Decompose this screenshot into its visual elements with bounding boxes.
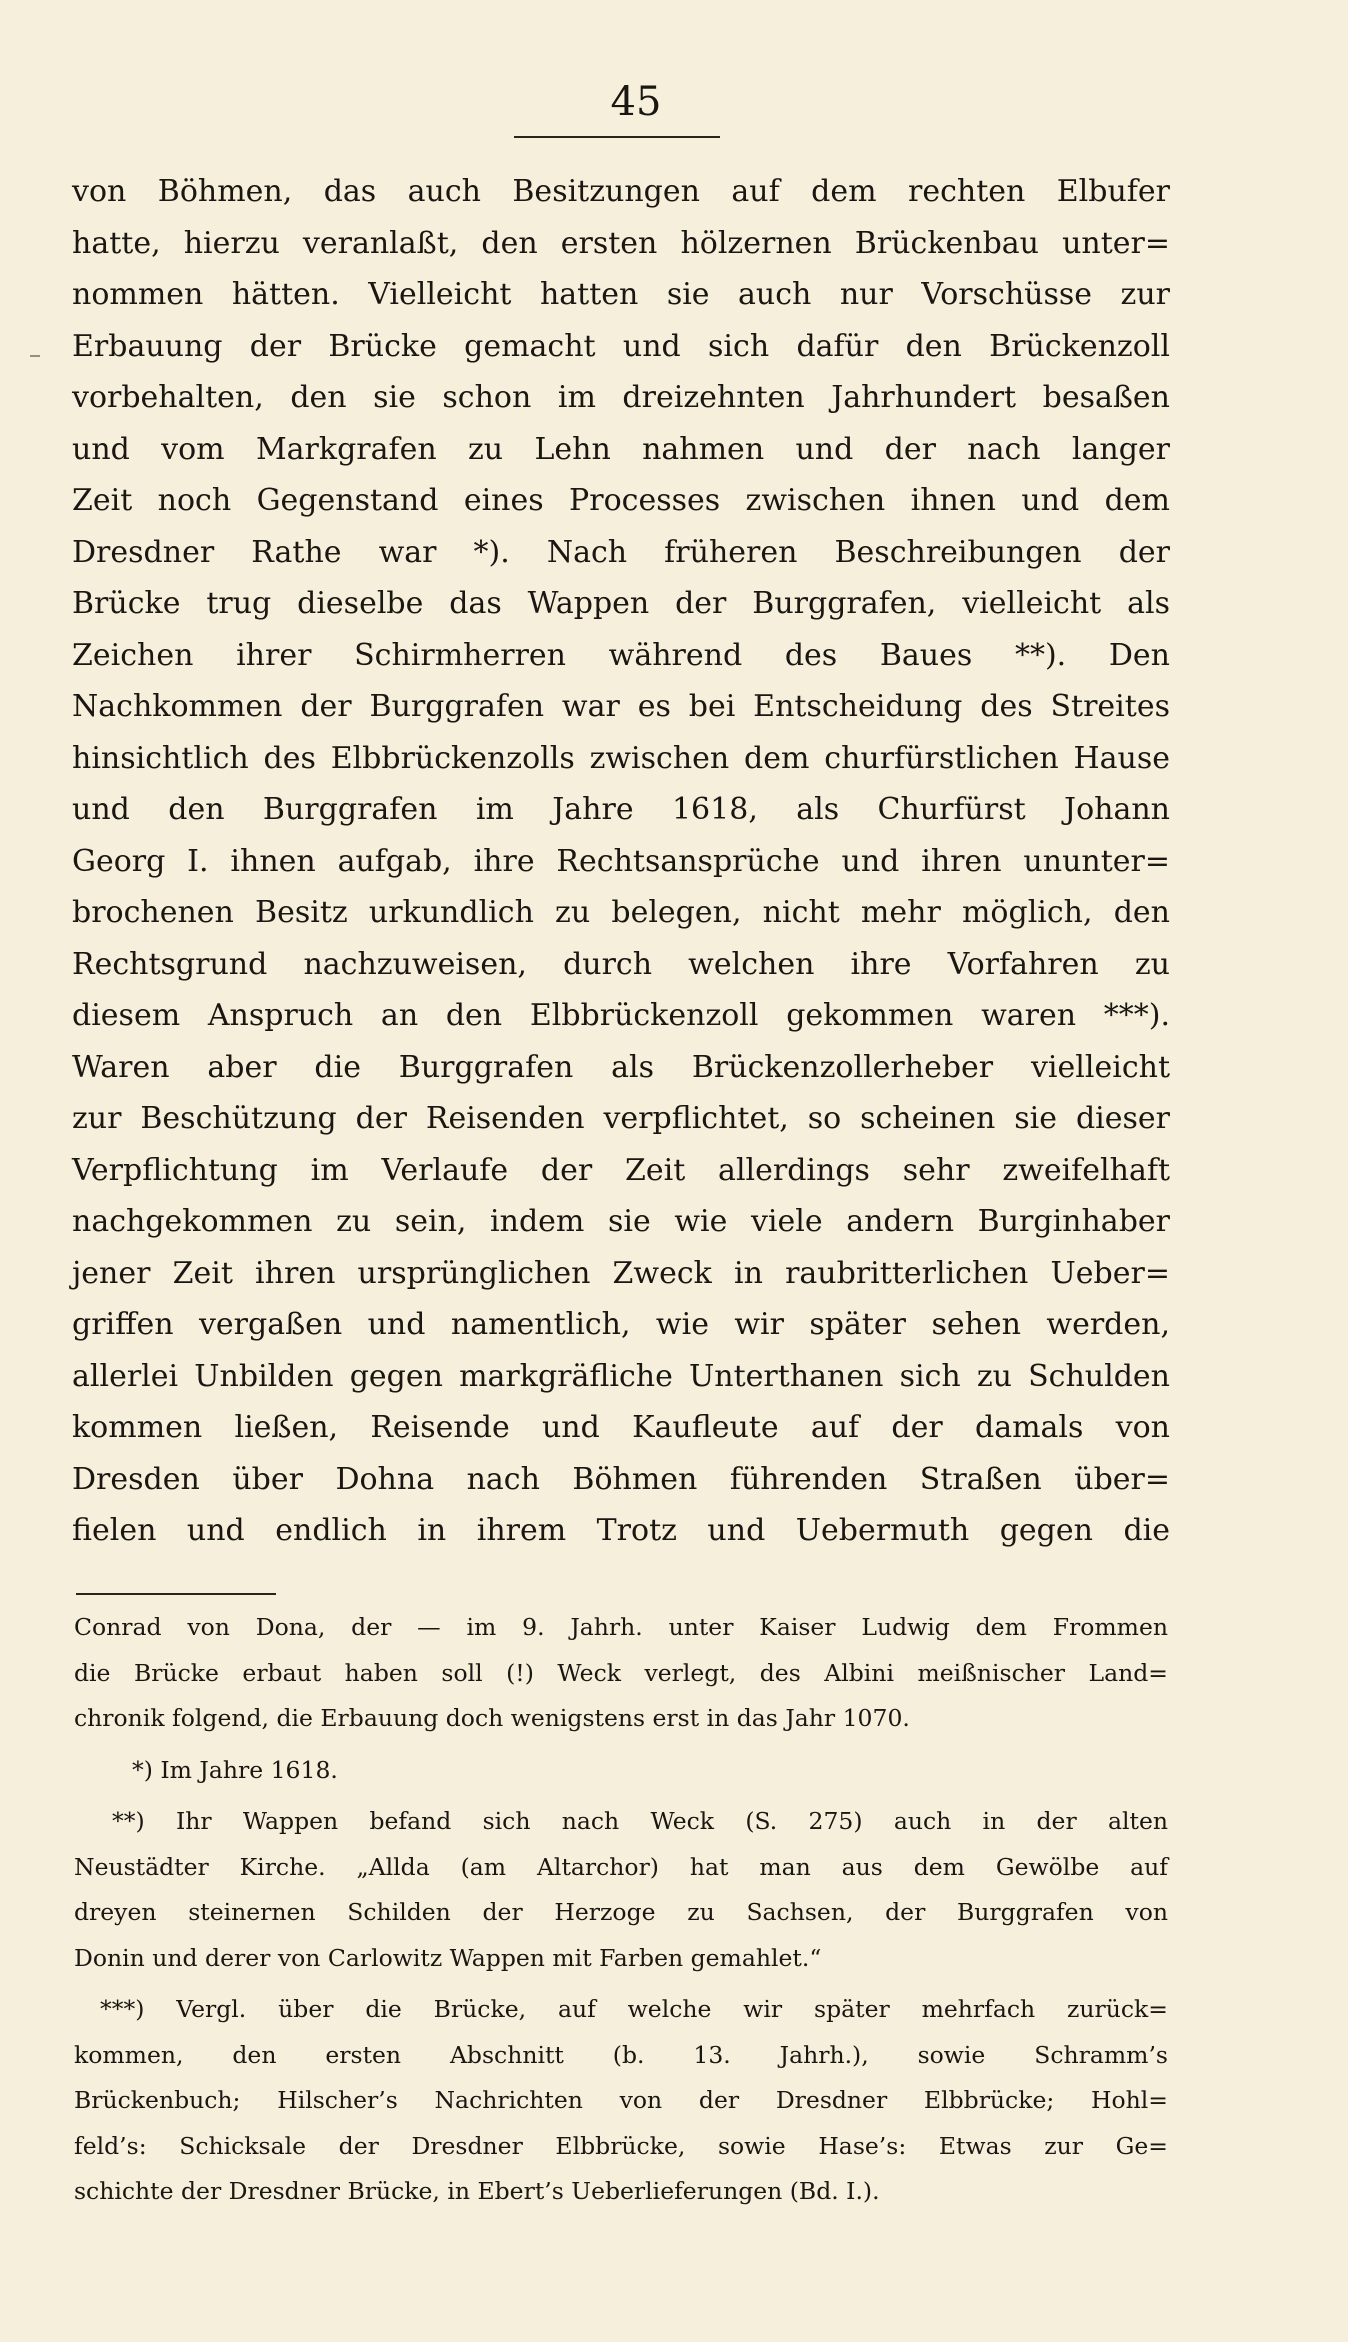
body-line: kommen ließen, Reisende und Kaufleute auf der damals von	[72, 1410, 1170, 1445]
footnotes	[74, 1605, 1168, 2221]
footnote-line: die Brücke erbaut haben soll (!) Weck verlegt, des Albini meißnischer Land=	[74, 1658, 1168, 1687]
footnote-line: *) Im Jahre 1618.	[132, 1755, 338, 1784]
footnote-3	[74, 1987, 1168, 2215]
body-line: Georg I. ihnen aufgab, ihre Rechtsansprüche und ihren ununter=	[72, 843, 1170, 879]
body-line: Erbauung der Brücke gemacht und sich dafür den Brückenzoll	[72, 328, 1170, 364]
footnote-line: Brückenbuch; Hilscher’s Nachrichten von der Dresdner Elbbrücke; Hohl=	[74, 2086, 1168, 2114]
footnote-line: **) Ihr Wappen befand sich nach Weck (S. 275) auch in der alten	[112, 1807, 1168, 1835]
body-line: brochenen Besitz urkundlich zu belegen, nicht mehr möglich, den	[72, 895, 1170, 930]
footnote-line: kommen, den ersten Abschnitt (b. 13. Jahrh.), sowie Schramm’s	[74, 2040, 1168, 2069]
footnote-line: schichte der Dresdner Brücke, in Ebert’s Ueberlieferungen (Bd. I.).	[74, 2177, 880, 2205]
body-line: griffen vergaßen und namentlich, wie wir später sehen werden,	[72, 1307, 1170, 1342]
body-line: Dresdner Rathe war *). Nach früheren Beschreibungen der	[72, 534, 1170, 570]
margin-mark	[30, 355, 40, 357]
footnote-1	[74, 1748, 1168, 1794]
body-line: Verpflichtung im Verlaufe der Zeit allerdings sehr zweifelhaft	[72, 1152, 1170, 1188]
body-line: fielen und endlich in ihrem Trotz und Uebermuth gegen die	[72, 1513, 1170, 1548]
footnote-line: Conrad von Dona, der — im 9. Jahrh. unter Kaiser Ludwig dem Frommen	[74, 1613, 1168, 1641]
body-line: jener Zeit ihren ursprünglichen Zweck in raubritterlichen Ueber=	[72, 1255, 1170, 1291]
body-line: Dresden über Dohna nach Böhmen führenden Straßen über=	[72, 1461, 1170, 1497]
body-line: hinsichtlich des Elbbrückenzolls zwischen dem churfürstlichen Hause	[72, 740, 1170, 776]
body-line: nommen hätten. Vielleicht hatten sie auch nur Vorschüsse zur	[72, 277, 1170, 312]
body-line: Brücke trug dieselbe das Wappen der Burggrafen, vielleicht als	[72, 586, 1170, 621]
body-line: allerlei Unbilden gegen markgräfliche Unterthanen sich zu Schulden	[72, 1358, 1170, 1394]
footnote-line: chronik folgend, die Erbauung doch wenigstens erst in das Jahr 1070.	[74, 1704, 910, 1732]
body-line: Zeit noch Gegenstand eines Processes zwischen ihnen und dem	[72, 483, 1170, 518]
page-number: 45	[610, 79, 662, 125]
body-line: Nachkommen der Burggrafen war es bei Entscheidung des Streites	[72, 689, 1170, 724]
footnote-line: dreyen steinernen Schilden der Herzoge zu Sachsen, der Burggrafen von	[74, 1898, 1168, 1926]
body-line: zur Beschützung der Reisenden verpflichtet, so scheinen sie dieser	[72, 1101, 1170, 1136]
footnote-continued	[74, 1605, 1168, 1742]
body-line: nachgekommen zu sein, indem sie wie viele andern Burginhaber	[72, 1204, 1170, 1239]
body-line: vorbehalten, den sie schon im dreizehnten Jahrhundert besaßen	[72, 380, 1170, 415]
footnote-line: Neustädter Kirche. „Allda (am Altarchor) hat man aus dem Gewölbe auf	[74, 1852, 1168, 1881]
footnote-line: feld’s: Schicksale der Dresdner Elbbrücke, sowie Hase’s: Etwas zur Ge=	[74, 2131, 1168, 2160]
body-line: diesem Anspruch an den Elbbrückenzoll gekommen waren ***).	[72, 998, 1170, 1033]
body-line: hatte, hierzu veranlaßt, den ersten hölzernen Brückenbau unter=	[72, 225, 1170, 261]
body-line: Zeichen ihrer Schirmherren während des Baues **). Den	[72, 637, 1170, 673]
body-line: und den Burggrafen im Jahre 1618, als Churfürst Johann	[72, 792, 1170, 827]
body-line: Rechtsgrund nachzuweisen, durch welchen ihre Vorfahren zu	[72, 946, 1170, 982]
body-line: Waren aber die Burggrafen als Brückenzollerheber vielleicht	[72, 1049, 1170, 1085]
body-line: von Böhmen, das auch Besitzungen auf dem rechten Elbufer	[72, 174, 1170, 209]
footnote-line: Donin und derer von Carlowitz Wappen mit Farben gemahlet.“	[74, 1943, 822, 1972]
footnote-rule	[76, 1593, 276, 1595]
footnote-line: ***) Vergl. über die Brücke, auf welche wir später mehrfach zurück=	[100, 1995, 1168, 2023]
body-text	[72, 166, 1170, 1557]
page-number-rule	[514, 136, 720, 138]
footnote-2	[74, 1799, 1168, 1981]
body-line: und vom Markgrafen zu Lehn nahmen und der nach langer	[72, 431, 1170, 467]
